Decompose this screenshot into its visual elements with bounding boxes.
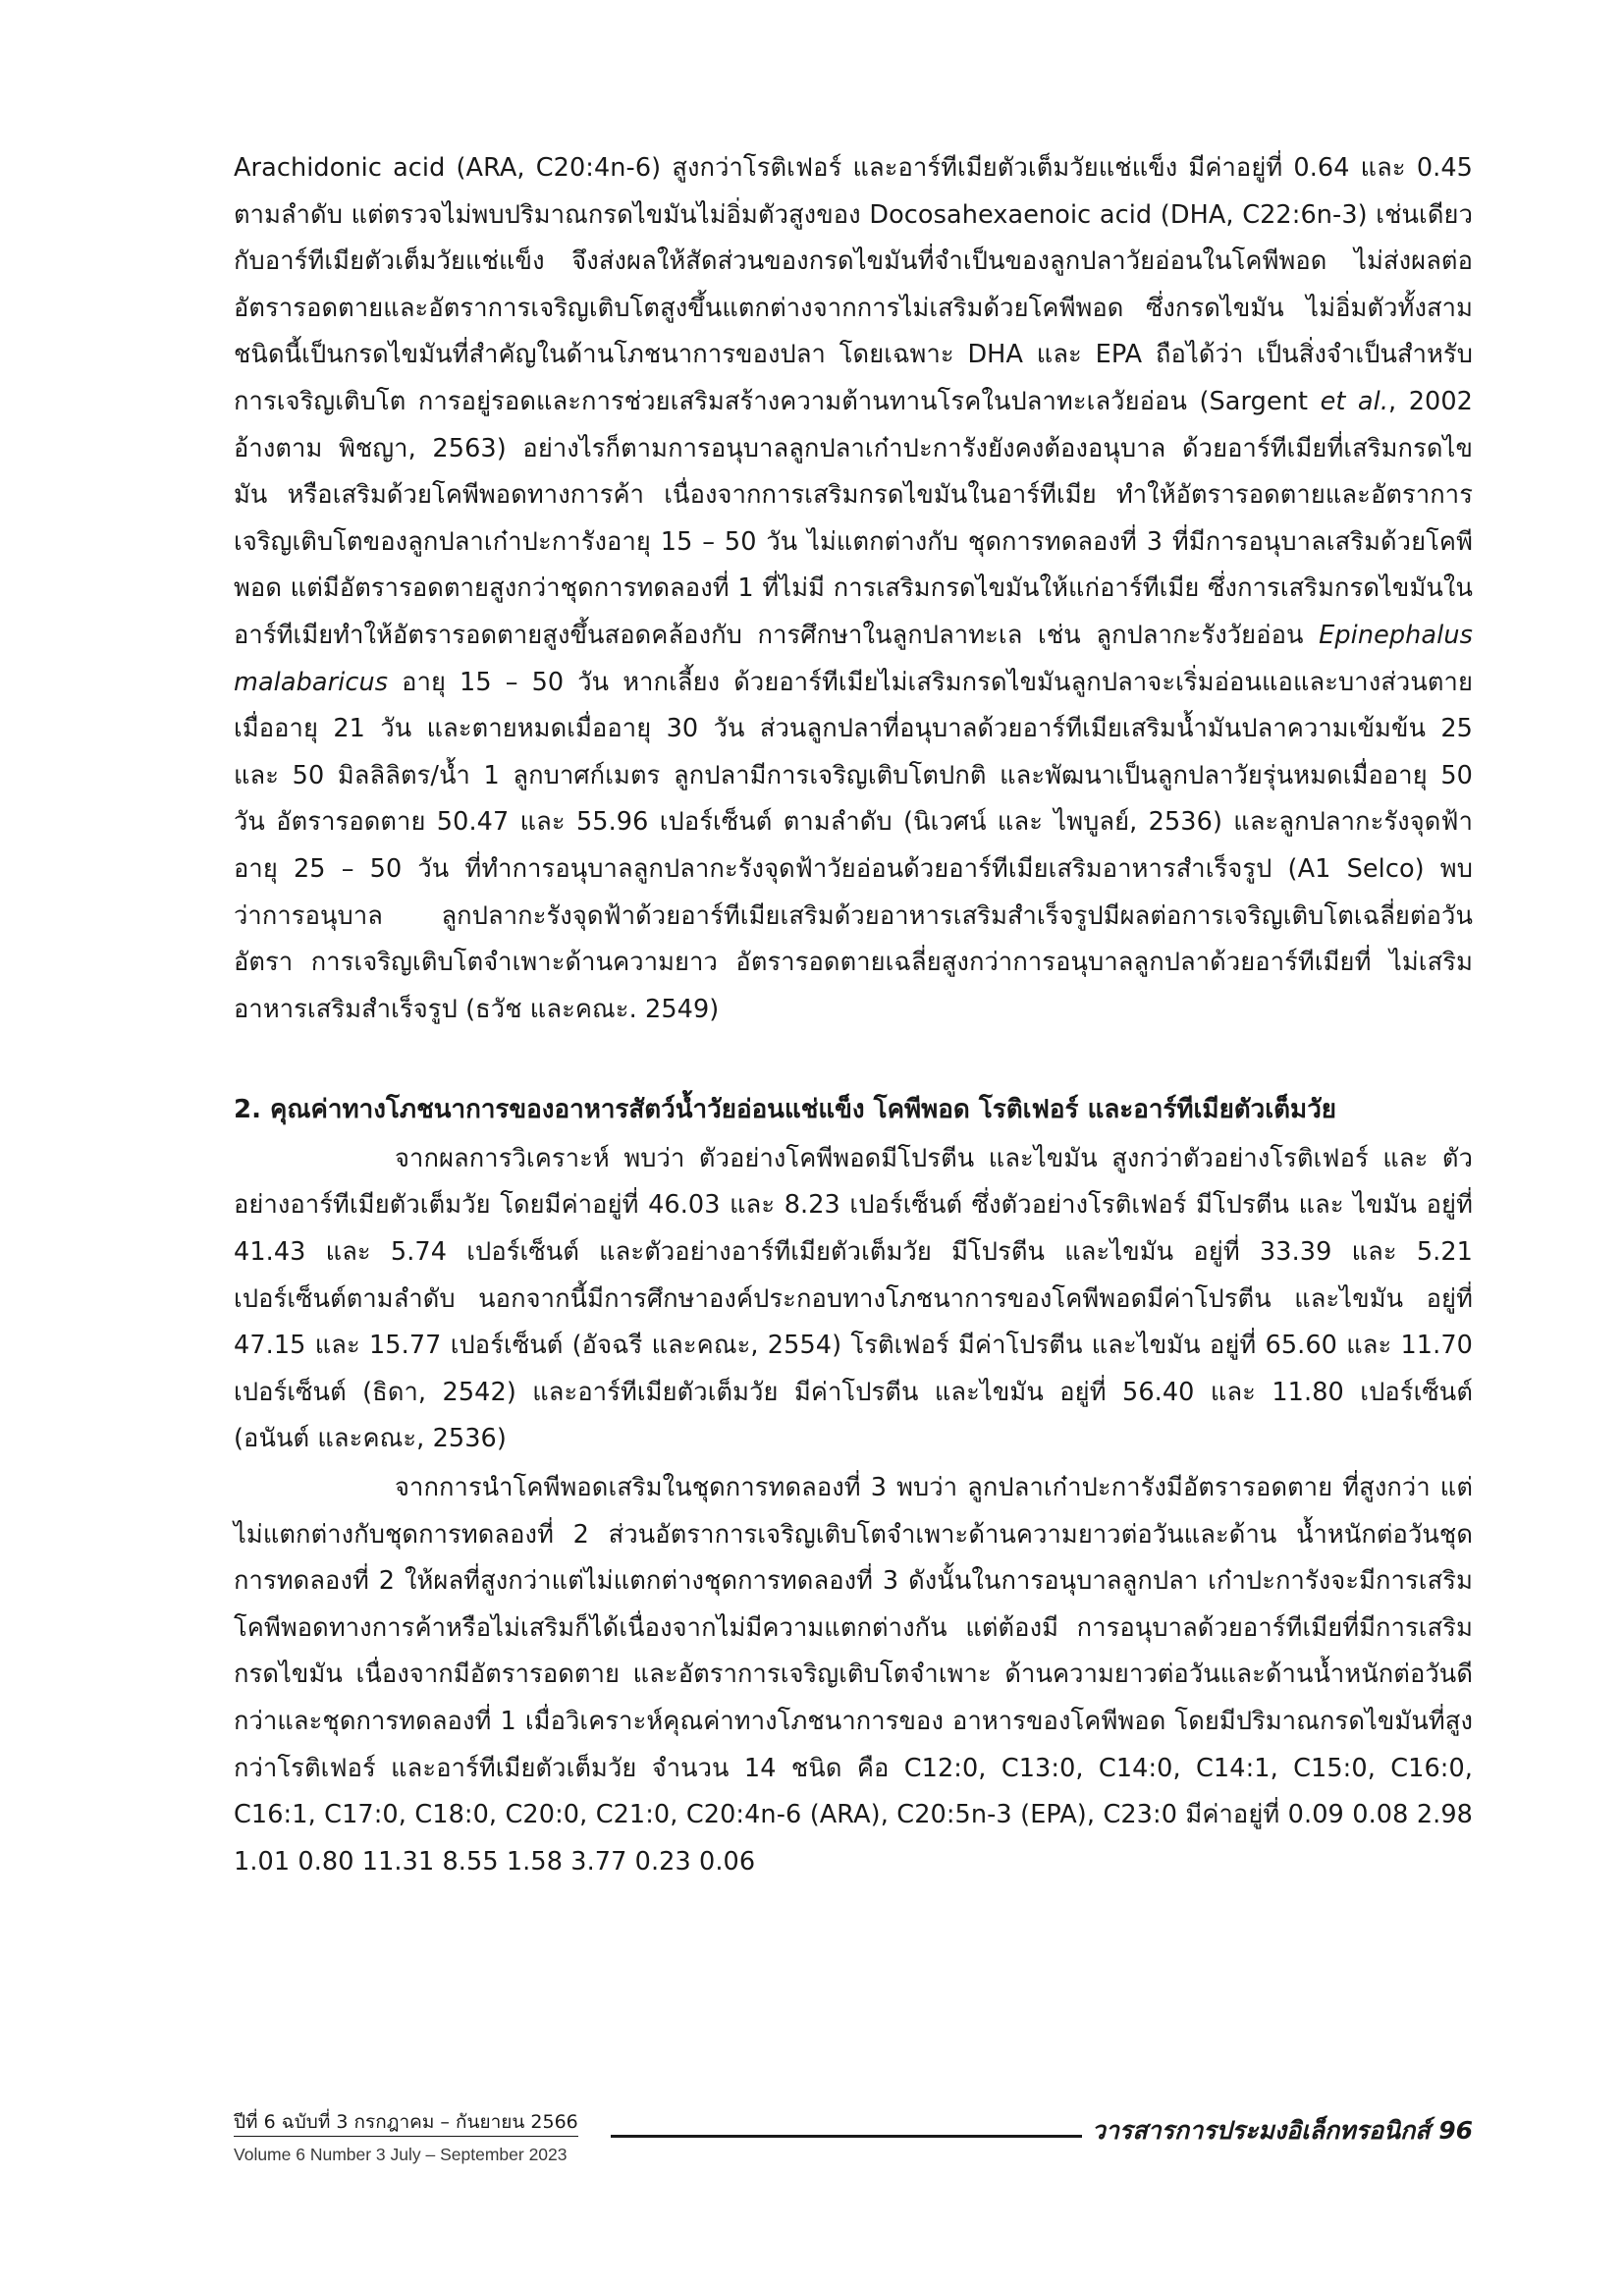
paragraph-copepod-supplement: จากการนำโคพีพอดเสริมในชุดการทดลองที่ 3 พบว่า ลูกปลาเก๋าปะการังมีอัตรารอดตาย ที่สูงกว่า แต่ไม่แตกต่างกับชุดการทดลองที่ 2 ส่วนอัตราการเจริญเติบโตจำเพาะด้านความยาวต่อวันและด้าน น้ำหนักต่อวันชุดการทดลองที่ 2 ให้ผลที่สูงกว่าแต่ไม่แตกต่างชุดการทดลองที่ 3 ดังนั้นในการอนุบาลลูกปลา เก๋าปะการังจะมีการเสริมโคพีพอดทางการค้าหรือไม่เสริมก็ได้เนื่องจากไม่มีความแตกต่างกัน แต่ต้องมี การอนุบาลด้วยอาร์ทีเมียที่มีการเสริมกรดไขมัน เนื่องจากมีอัตรารอดตาย และอัตราการเจริญเติบโตจำเพาะ ด้านความยาวต่อวันและด้านน้ำหนักต่อวันดีกว่าและชุดการทดลองที่ 1 เมื่อวิเคราะห์คุณค่าทางโภชนาการของ อาหารของโคพีพอด โดยมีปริมาณกรดไขมันที่สูงกว่าโรติเฟอร์ และอาร์ทีเมียตัวเต็มวัย จำนวน 14 ชนิด คือ C12:0, C13:0, C14:0, C14:1, C15:0, C16:0, C16:1, C17:0, C18:0, C20:0, C21:0, C20:4n-6 (ARA), C20:5n-3 (EPA), C23:0 มีค่าอยู่ที่ 0.09 0.08 2.98 1.01 0.80 11.31 8.55 1.58 3.77 0.23 0.06 <box>234 1473 1473 1877</box>
citation-sargent-tail: , 2002 อ้างตาม พิชญา, 2563) อย่างไรก็ตามการอนุบาลลูกปลาเก๋าปะการังยังคงต้องอนุบาล ด้วยอาร์ทีเมียที่เสริมกรดไขมัน หรือเสริมด้วยโคพีพอดทางการค้า เนื่องจากการเสริมกรดไขมันในอาร์ทีเมีย ทำให้อัตรารอดตายและอัตราการเจริญเติบโตของลูกปลาเก๋าปะการังอายุ 15 – 50 วัน ไม่แตกต่างกับ ชุดการทดลองที่ 3 ที่มีการอนุบาลเสริมด้วยโคพีพอด แต่มีอัตรารอดตายสูงกว่าชุดการทดลองที่ 1 ที่ไม่มี การเสริมกรดไขมันให้แก่อาร์ทีเมีย ซึ่งการเสริมกรดไขมันในอาร์ทีเมียทำให้อัตรารอดตายสูงขึ้นสอดคล้องกับ การศึกษาในลูกปลาทะเล เช่น ลูกปลากะรังวัยอ่อน <box>234 386 1473 650</box>
citation-sargent: (Sargent <box>1199 386 1321 416</box>
footer-issue-block <box>234 2109 607 2166</box>
species-name: Epinephalus malabaricus <box>234 620 1473 697</box>
paragraph-text: Arachidonic acid (ARA, C20:4n-6) สูงกว่าโรติเฟอร์ และอาร์ทีเมียตัวเต็มวัยแช่แข็ง มีค่าอยู่ที่ 0.64 และ 0.45 ตามลำดับ แต่ตรวจไม่พบปริมาณกรดไขมันไม่อิ่มตัวสูงของ Docosahexaenoic acid (DHA, C22:6n-3) เช่นเดียวกับอาร์ทีเมียตัวเต็มวัยแช่แข็ง จึงส่งผลให้สัดส่วนของกรดไขมันที่จำเป็นของลูกปลาวัยอ่อนในโคพีพอด ไม่ส่งผลต่ออัตรารอดตายและอัตราการเจริญเติบโตสูงขึ้นแตกต่างจากการไม่เสริมด้วยโคพีพอด ซึ่งกรดไขมัน ไม่อิ่มตัวทั้งสามชนิดนี้เป็นกรดไขมันที่สำคัญในด้านโภชนาการของปลา โดยเฉพาะ DHA และ EPA ถือได้ว่า เป็นสิ่งจำเป็นสำหรับการเจริญเติบโต การอยู่รอดและการช่วยเสริมสร้างความต้านทานโรคในปลาทะเลวัยอ่อน <box>234 153 1473 416</box>
footer-issue-thai: ปีที่ 6 ฉบับที่ 3 กรกฎาคม – กันยายน 2566 <box>234 2109 578 2137</box>
paragraph-text-tail: อายุ 15 – 50 วัน หากเลี้ยง ด้วยอาร์ทีเมียไม่เสริมกรดไขมันลูกปลาจะเริ่มอ่อนแอและบางส่วนตายเมื่ออายุ 21 วัน และตายหมดเมื่ออายุ 30 วัน ส่วนลูกปลาที่อนุบาลด้วยอาร์ทีเมียเสริมน้ำมันปลาความเข้มข้น 25 และ 50 มิลลิลิตร/น้ำ 1 ลูกบาศก์เมตร ลูกปลามีการเจริญเติบโตปกติ และพัฒนาเป็นลูกปลาวัยรุ่นหมดเมื่ออายุ 50 วัน อัตรารอดตาย 50.47 และ 55.96 เปอร์เซ็นต์ ตามลำดับ (นิเวศน์ และ ไพบูลย์, 2536) และลูกปลากะรังจุดฟ้า อายุ 25 – 50 วัน ที่ทำการอนุบาลลูกปลากะรังจุดฟ้าวัยอ่อนด้วยอาร์ทีเมียเสริมอาหารสำเร็จรูป (A1 Selco) พบว่าการอนุบาล ลูกปลากะรังจุดฟ้าด้วยอาร์ทีเมียเสริมด้วยอาหารเสริมสำเร็จรูปมีผลต่อการเจริญเติบโตเฉลี่ยต่อวัน อัตรา การเจริญเติบโตจำเพาะด้านความยาว อัตรารอดตายเฉลี่ยสูงกว่าการอนุบาลลูกปลาด้วยอาร์ทีเมียที่ ไม่เสริมอาหารเสริมสำเร็จรูป (ธวัช และคณะ. 2549) <box>234 667 1473 1024</box>
page-body <box>234 145 1473 1885</box>
section-heading: 2. คุณค่าทางโภชนาการของอาหารสัตว์น้ำวัยอ่อนแช่แข็ง โคพีพอด โรติเฟอร์ และอาร์ทีเมียตัวเต็มวัย <box>234 1095 1337 1125</box>
footer-volume-english: Volume 6 Number 3 July – September 2023 <box>234 2145 568 2164</box>
paragraph-ara-dha <box>234 145 1473 1033</box>
paragraph-nutrition-analysis: จากผลการวิเคราะห์ พบว่า ตัวอย่างโคพีพอดมีโปรตีน และไขมัน สูงกว่าตัวอย่างโรติเฟอร์ และ ตัวอย่างอาร์ทีเมียตัวเต็มวัย โดยมีค่าอยู่ที่ 46.03 และ 8.23 เปอร์เซ็นต์ ซึ่งตัวอย่างโรติเฟอร์ มีโปรตีน และ ไขมัน อยู่ที่ 41.43 และ 5.74 เปอร์เซ็นต์ และตัวอย่างอาร์ทีเมียตัวเต็มวัย มีโปรตีน และไขมัน อยู่ที่ 33.39 และ 5.21 เปอร์เซ็นต์ตามลำดับ นอกจากนี้มีการศึกษาองค์ประกอบทางโภชนาการของโคพีพอดมีค่าโปรตีน และไขมัน อยู่ที่ 47.15 และ 15.77 เปอร์เซ็นต์ (อัจฉรี และคณะ, 2554) โรติเฟอร์ มีค่าโปรตีน และไขมัน อยู่ที่ 65.60 และ 11.70 เปอร์เซ็นต์ (ธิดา, 2542) และอาร์ทีเมียตัวเต็มวัย มีค่าโปรตีน และไขมัน อยู่ที่ 56.40 และ 11.80 เปอร์เซ็นต์ (อนันต์ และคณะ, 2536) <box>234 1143 1473 1454</box>
page-footer <box>234 2109 1473 2178</box>
footer-journal-title: วารสารการประมงอิเล็กทรอนิกส์ 96 <box>1091 2116 1473 2145</box>
citation-et-al: et al. <box>1320 386 1389 416</box>
footer-divider <box>611 2135 1082 2138</box>
